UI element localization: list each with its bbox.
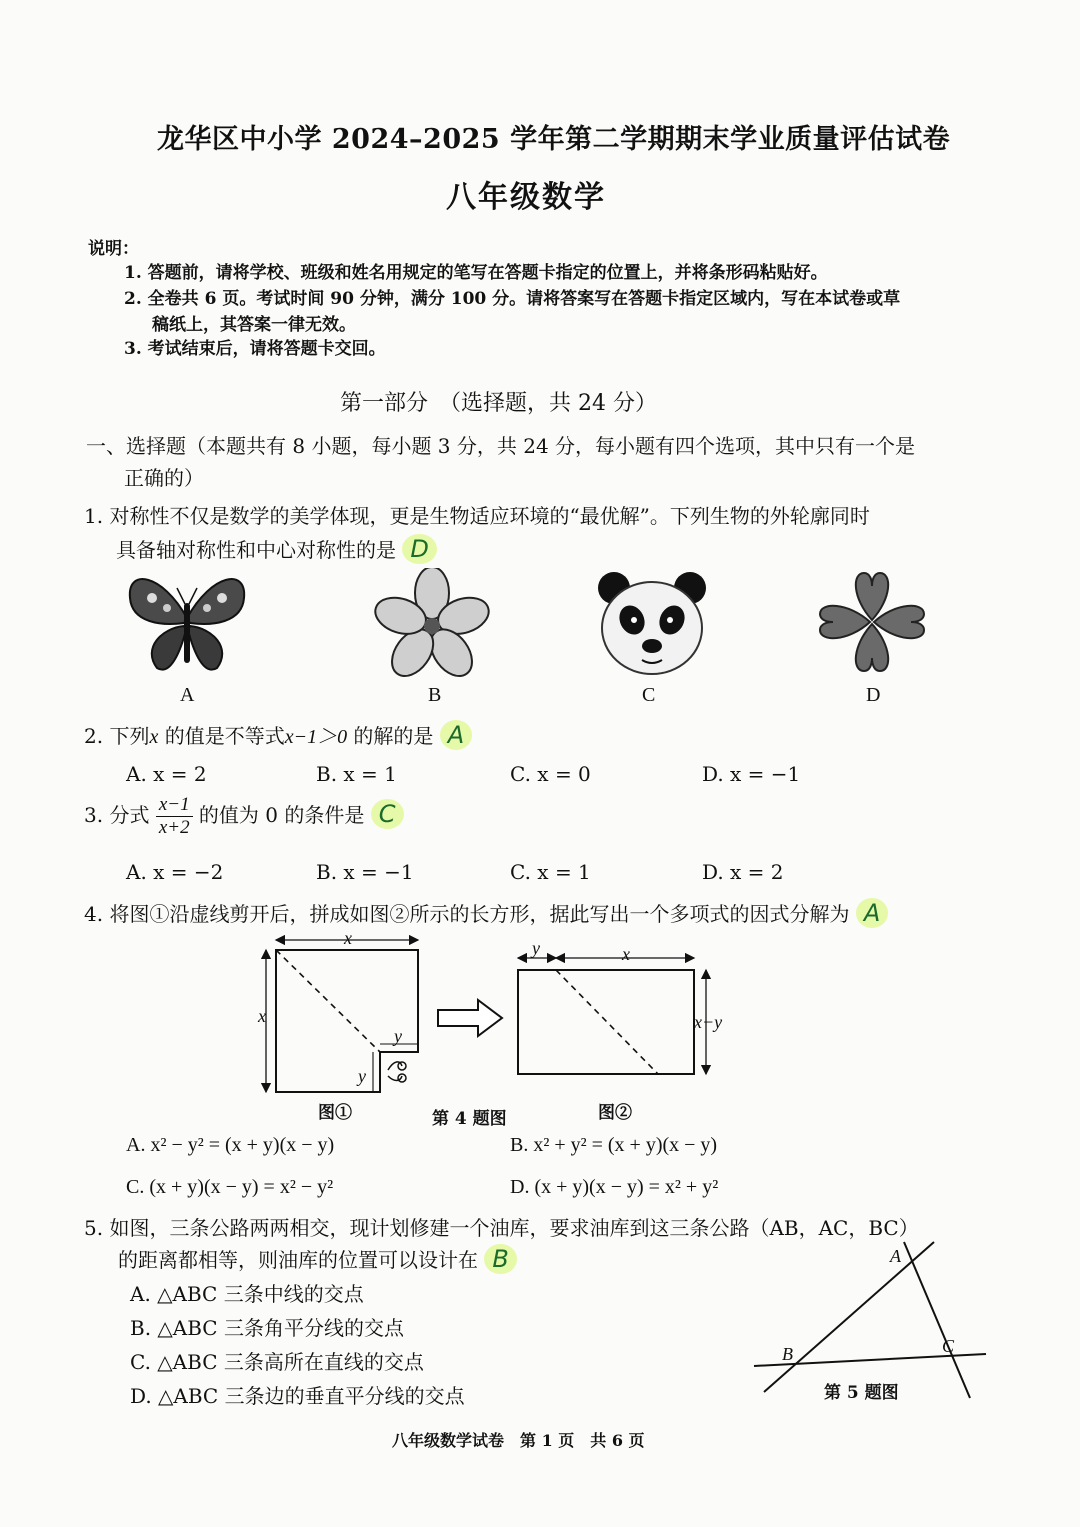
clover-image <box>812 568 932 680</box>
q2-option-d: D. x = −1 <box>702 762 801 786</box>
q2-var: x <box>149 726 159 748</box>
page-footer: 八年级数学试卷 第 1 页 共 6 页 <box>392 1431 645 1450</box>
q4-text: 4. 将图①沿虚线剪开后，拼成如图②所示的长方形，据此写出一个多项式的因式分解为 <box>84 902 850 926</box>
q2-option-a: A. x = 2 <box>126 762 207 786</box>
q5-figure-caption: 第 5 题图 <box>824 1383 899 1403</box>
q4-answer-mark: A <box>856 898 888 928</box>
q3-option-c: C. x = 1 <box>510 860 591 884</box>
q2-option-c: C. x = 0 <box>510 762 591 786</box>
q4-option-d: D. (x + y)(x − y) = x² + y² <box>510 1176 719 1198</box>
q4-figure-1 <box>252 930 432 1100</box>
q4-option-c: C. (x + y)(x − y) = x² − y² <box>126 1176 334 1198</box>
q5-option-a: A. △ABC 三条中线的交点 <box>130 1282 364 1306</box>
fig2-label-y: y <box>532 938 540 958</box>
q5-point-c: C <box>942 1336 955 1356</box>
q1-stem-line2 <box>116 534 437 564</box>
fig1-label-y-left: y <box>358 1066 366 1086</box>
exam-title: 龙华区中小学 2024–2025 学年第二学期期末学业质量评估试卷 <box>157 124 951 155</box>
butterfly-image <box>122 568 252 678</box>
q3-option-b: B. x = −1 <box>316 860 414 884</box>
q4-figure-caption: 第 4 题图 <box>432 1109 507 1129</box>
q3-fraction <box>156 794 193 839</box>
section-heading: 一、选择题（本题共有 8 小题，每小题 3 分，共 24 分，每小题有四个选项，其中只有一个是 <box>86 434 916 458</box>
instruction-1: 1. 答题前，请将学校、班级和姓名用规定的笔写在答题卡指定的位置上，并将条形码粘贴好。 <box>124 263 828 283</box>
q5-stem-line1: 5. 如图，三条公路两两相交，现计划修建一个油库，要求油库到这三条公路（AB，AC，BC） <box>84 1216 919 1240</box>
q1-answer-mark: D <box>402 534 436 564</box>
exam-subject: 八年级数学 <box>446 180 606 215</box>
fig1-caption: 图① <box>318 1103 352 1123</box>
instruction-3: 3. 考试结束后，请将答题卡交回。 <box>124 339 386 359</box>
q1-label-b: B <box>428 684 442 706</box>
q2-prefix: 2. 下列 <box>84 724 150 748</box>
q3-numerator: x−1 <box>156 794 193 817</box>
q3-prefix: 3. 分式 <box>84 803 150 827</box>
q1-label-a: A <box>180 684 195 706</box>
q4-option-a: A. x² − y² = (x + y)(x − y) <box>126 1134 335 1156</box>
q5-point-b: B <box>782 1344 793 1364</box>
q4-option-b: B. x² + y² = (x + y)(x − y) <box>510 1134 718 1156</box>
q5-option-c: C. △ABC 三条高所在直线的交点 <box>130 1350 424 1374</box>
fig2-caption: 图② <box>598 1103 632 1123</box>
q1-stem-text: 具备轴对称性和中心对称性的是 <box>116 538 396 562</box>
section-heading-cont: 正确的） <box>124 466 204 490</box>
q5-stem-line2 <box>118 1244 517 1274</box>
q2-suffix: 的解的是 <box>347 724 434 748</box>
q4-stem <box>84 898 888 928</box>
instructions-label: 说明： <box>88 239 139 259</box>
q3-option-a: A. x = −2 <box>126 860 224 884</box>
q5-answer-mark: B <box>484 1244 516 1274</box>
q2-inequality: x−1＞0 <box>284 726 348 748</box>
fig2-label-x: x <box>622 944 630 964</box>
q3-denominator: x+2 <box>158 817 190 838</box>
instruction-2-cont: 稿纸上，其答案一律无效。 <box>152 315 356 335</box>
q5-stem-text: 的距离都相等，则油库的位置可以设计在 <box>118 1248 478 1272</box>
q1-stem-line1: 1. 对称性不仅是数学的美学体现，更是生物适应环境的“最优解”。下列生物的外轮廓同时 <box>84 504 870 528</box>
flower-image <box>372 568 492 680</box>
fig1-label-x-top: x <box>344 928 352 948</box>
q2-option-b: B. x = 1 <box>316 762 397 786</box>
q2-answer-mark: A <box>440 720 472 750</box>
instruction-2: 2. 全卷共 6 页。考试时间 90 分钟，满分 100 分。请将答案写在答题卡指定区域内，写在本试卷或草 <box>124 289 901 309</box>
transform-arrow <box>436 996 506 1040</box>
q5-option-b: B. △ABC 三条角平分线的交点 <box>130 1316 404 1340</box>
q3-option-d: D. x = 2 <box>702 860 784 884</box>
q5-point-a: A <box>890 1246 901 1266</box>
q3-stem <box>84 794 404 839</box>
q5-option-d: D. △ABC 三条边的垂直平分线的交点 <box>130 1384 465 1408</box>
q2-mid: 的值是不等式 <box>158 724 285 748</box>
fig1-label-y-top: y <box>394 1026 402 1046</box>
q3-suffix: 的值为 0 的条件是 <box>192 803 365 827</box>
q2-stem <box>84 720 472 750</box>
fig2-label-x-minus-y: x−y <box>694 1012 723 1032</box>
panda-image <box>592 568 712 680</box>
q1-label-c: C <box>642 684 656 706</box>
fig1-label-x-left: x <box>258 1006 266 1026</box>
q3-answer-mark: C <box>371 799 404 829</box>
part-heading: 第一部分 （选择题，共 24 分） <box>340 391 657 416</box>
q1-label-d: D <box>866 684 881 706</box>
q4-figure-2 <box>508 940 728 1080</box>
